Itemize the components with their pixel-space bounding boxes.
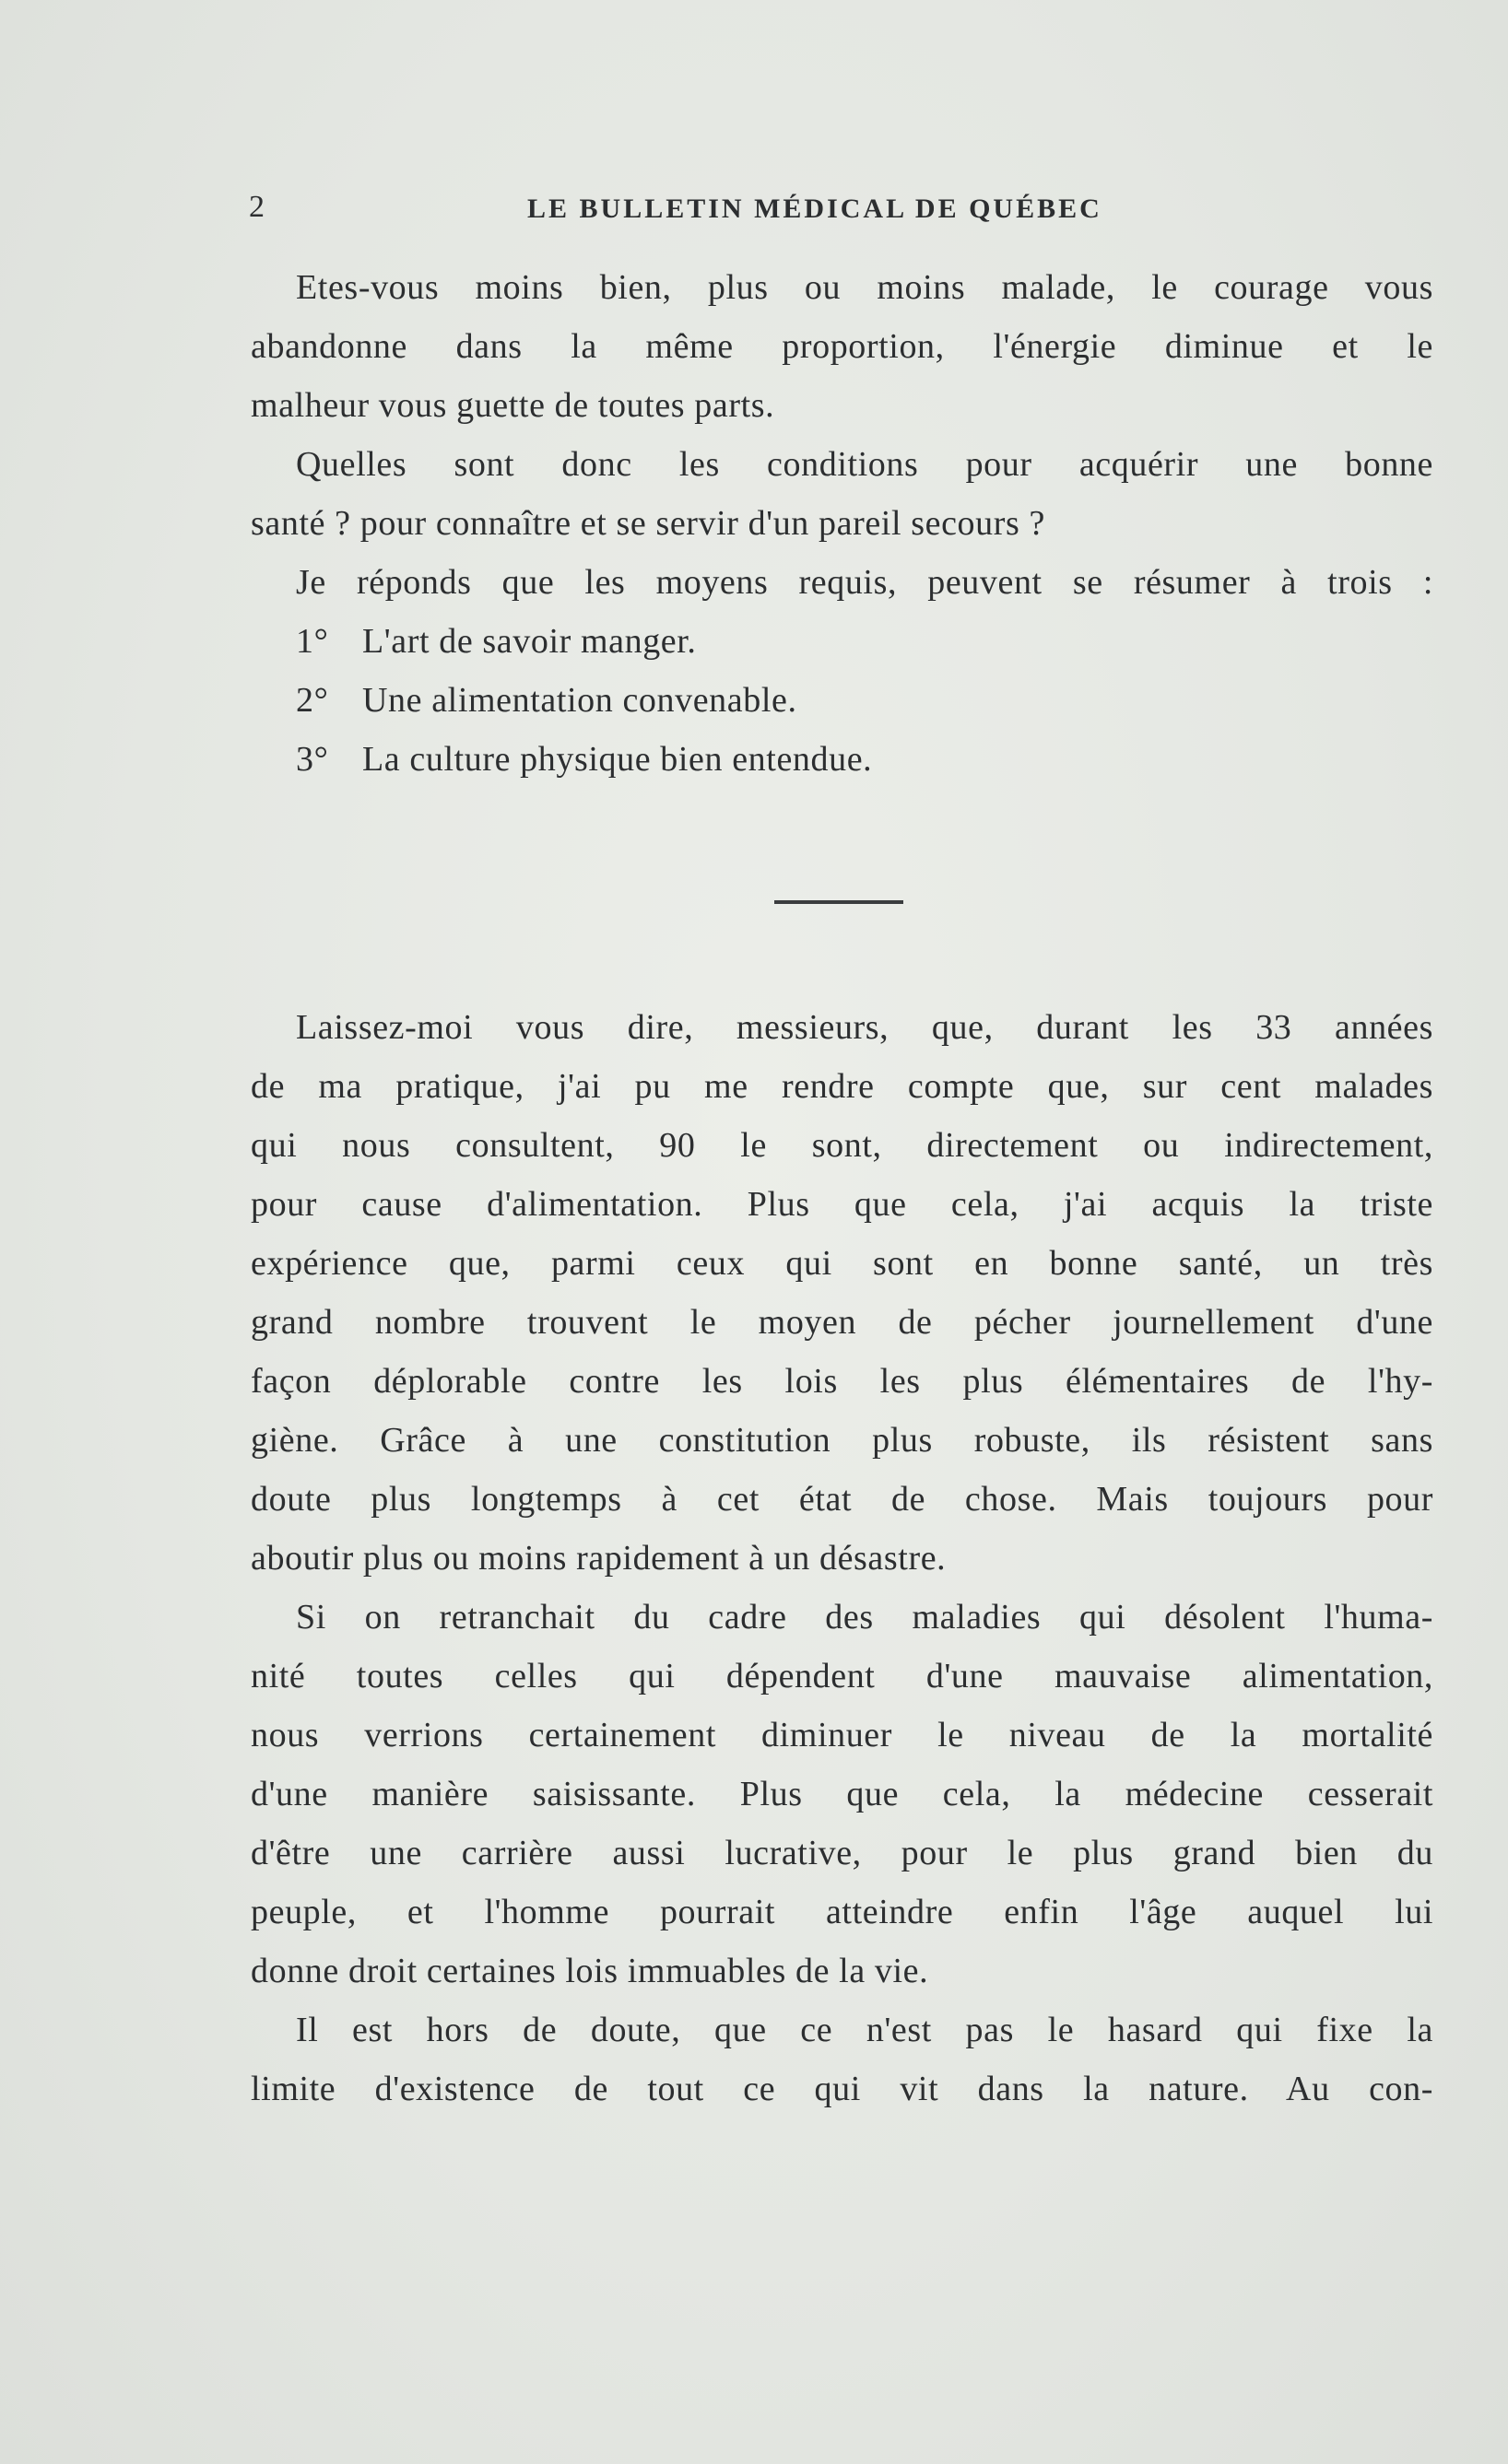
list-number: 1° <box>296 622 329 661</box>
section-2 <box>251 998 1433 2118</box>
paragraph-line: pour cause d'alimentation. Plus que cela, j'ai acquis la triste <box>251 1185 1433 1224</box>
paragraph-line: Je réponds que les moyens requis, peuvent se résumer à trois : <box>296 563 1433 602</box>
paragraph-line: grand nombre trouvent le moyen de pécher journellement d'une <box>251 1303 1433 1342</box>
paragraph-line: limite d'existence de tout ce qui vit dans la nature. Au con- <box>251 2070 1433 2108</box>
list-text: Une alimentation convenable. <box>362 681 797 720</box>
paragraph-line: de ma pratique, j'ai pu me rendre compte que, sur cent malades <box>251 1067 1433 1106</box>
paragraph-line: nité toutes celles qui dépendent d'une mauvaise alimentation, <box>251 1657 1433 1695</box>
list-text: La culture physique bien entendue. <box>362 740 873 779</box>
list-item <box>251 612 1433 671</box>
running-title: LE BULLETIN MÉDICAL DE QUÉBEC <box>527 194 1102 224</box>
paragraph-line: abandonne dans la même proportion, l'énergie diminue et le <box>251 327 1433 366</box>
paragraph-line: peuple, et l'homme pourrait atteindre enfin l'âge auquel lui <box>251 1893 1433 1931</box>
paragraph-line: Etes-vous moins bien, plus ou moins malade, le courage vous <box>296 268 1433 307</box>
list-item <box>251 671 1433 730</box>
paragraph-line: Il est hors de doute, que ce n'est pas le hasard qui fixe la <box>296 2011 1433 2049</box>
list-text: L'art de savoir manger. <box>362 622 697 661</box>
paragraph-line: doute plus longtemps à cet état de chose. Mais toujours pour <box>251 1480 1433 1519</box>
section-divider <box>774 900 903 904</box>
paragraph-line: malheur vous guette de toutes parts. <box>251 386 775 425</box>
list-number: 3° <box>296 740 329 779</box>
paragraph-line: donne droit certaines lois immuables de la vie. <box>251 1952 929 1990</box>
paragraph-line: Laissez-moi vous dire, messieurs, que, durant les 33 années <box>296 1008 1433 1047</box>
page-number: 2 <box>249 190 265 224</box>
paragraph-line: Quelles sont donc les conditions pour acquérir une bonne <box>296 445 1433 484</box>
paragraph-line: santé ? pour connaître et se servir d'un pareil secours ? <box>251 504 1045 543</box>
list-number: 2° <box>296 681 329 720</box>
section-1 <box>251 258 1433 789</box>
page-header <box>249 190 1171 236</box>
paragraph-line: nous verrions certainement diminuer le niveau de la mortalité <box>251 1716 1433 1754</box>
paragraph-line: giène. Grâce à une constitution plus robuste, ils résistent sans <box>251 1421 1433 1460</box>
paragraph-line: d'être une carrière aussi lucrative, pour le plus grand bien du <box>251 1834 1433 1872</box>
paragraph-line: qui nous consultent, 90 le sont, directement ou indirectement, <box>251 1126 1433 1165</box>
paragraph-line: d'une manière saisissante. Plus que cela, la médecine cesserait <box>251 1775 1433 1813</box>
paragraph-line: expérience que, parmi ceux qui sont en bonne santé, un très <box>251 1244 1433 1283</box>
paragraph-line: façon déplorable contre les lois les plus élémentaires de l'hy- <box>251 1362 1433 1401</box>
paragraph-line: Si on retranchait du cadre des maladies qui désolent l'huma- <box>296 1598 1433 1637</box>
list-item <box>251 730 1433 789</box>
paragraph-line: aboutir plus ou moins rapidement à un désastre. <box>251 1539 947 1578</box>
